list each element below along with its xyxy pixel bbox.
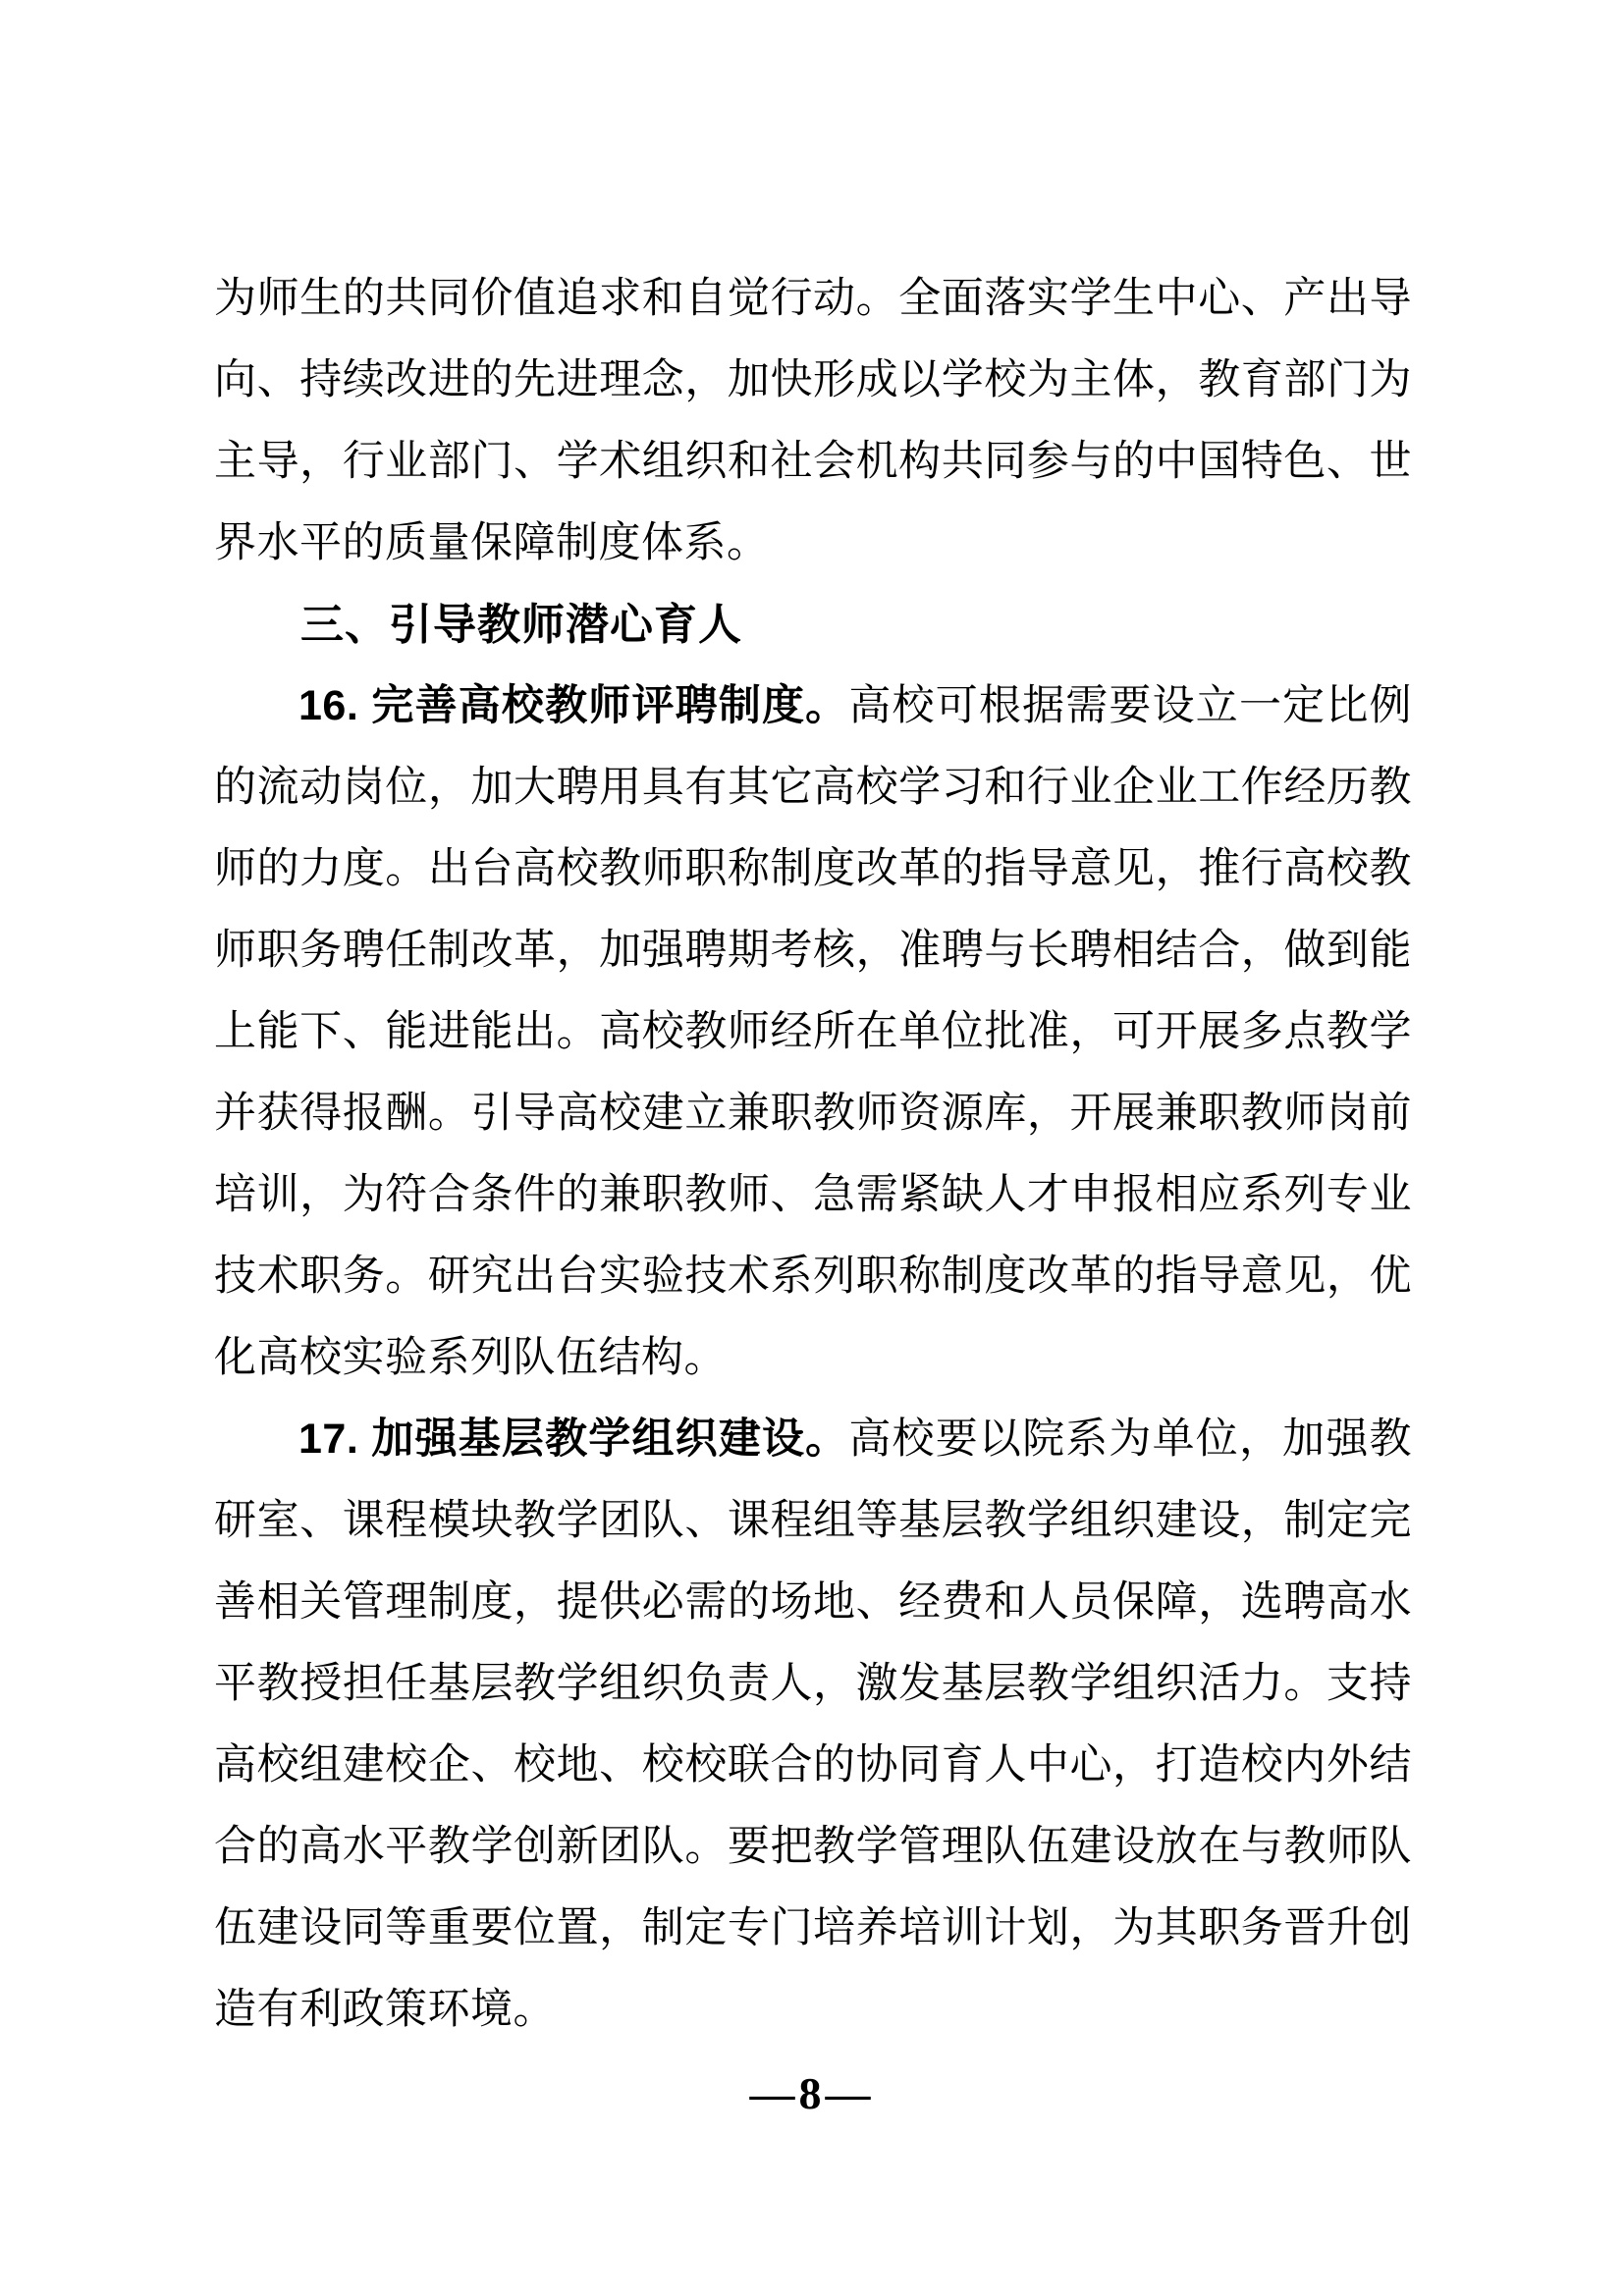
continuation-paragraph-text: 为师生的共同价值追求和自觉行动。全面落实学生中心、产出导向、持续改进的先进理念，加快形成以学校为主体，教育部门为主导，行业部门、学术组织和社会机构共同参与的中国特色、世界水平的质量保障制度体系。 [214,276,1412,566]
document-body [214,258,1412,2051]
item-17-lead: 17. 加强基层教学组织建设。 [298,1415,849,1463]
item-16-text: 高校可根据需要设立一定比例的流动岗位，加大聘用具有其它高校学习和行业企业工作经历教师的力度。出台高校教师职称制度改革的指导意见，推行高校教师职务聘任制改革，加强聘期考核，准聘与长聘相结合，做到能上能下、能进能出。高校教师经所在单位批准，可开展多点教学并获得报酬。引导高校建立兼职教师资源库，开展兼职教师岗前培训，为符合条件的兼职教师、急需紧缺人才申报相应系列专业技术职务。研究出台实验技术系列职称制度改革的指导意见，优化高校实验系列队伍结构。 [214,683,1412,1381]
item-16-lead: 16. 完善高校教师评聘制度。 [298,682,849,729]
page-number: —8— [749,2068,875,2118]
item-17-text: 高校要以院系为单位，加强教研室、课程模块教学团队、课程组等基层教学组织建设，制定完善相关管理制度，提供必需的场地、经费和人员保障，选聘高水平教授担任基层教学组织负责人，激发基层教学组织活力。支持高校组建校企、校地、校校联合的协同育人中心，打造校内外结合的高水平教学创新团队。要把教学管理队伍建设放在与教师队伍建设同等重要位置，制定专门培养培训计划，为其职务晋升创造有利政策环境。 [214,1416,1412,2033]
continuation-paragraph [214,258,1412,584]
item-17-paragraph [214,1399,1412,2051]
item-16-paragraph [214,666,1412,1399]
section-heading: 三、引导教师潜心育人 [300,601,742,649]
